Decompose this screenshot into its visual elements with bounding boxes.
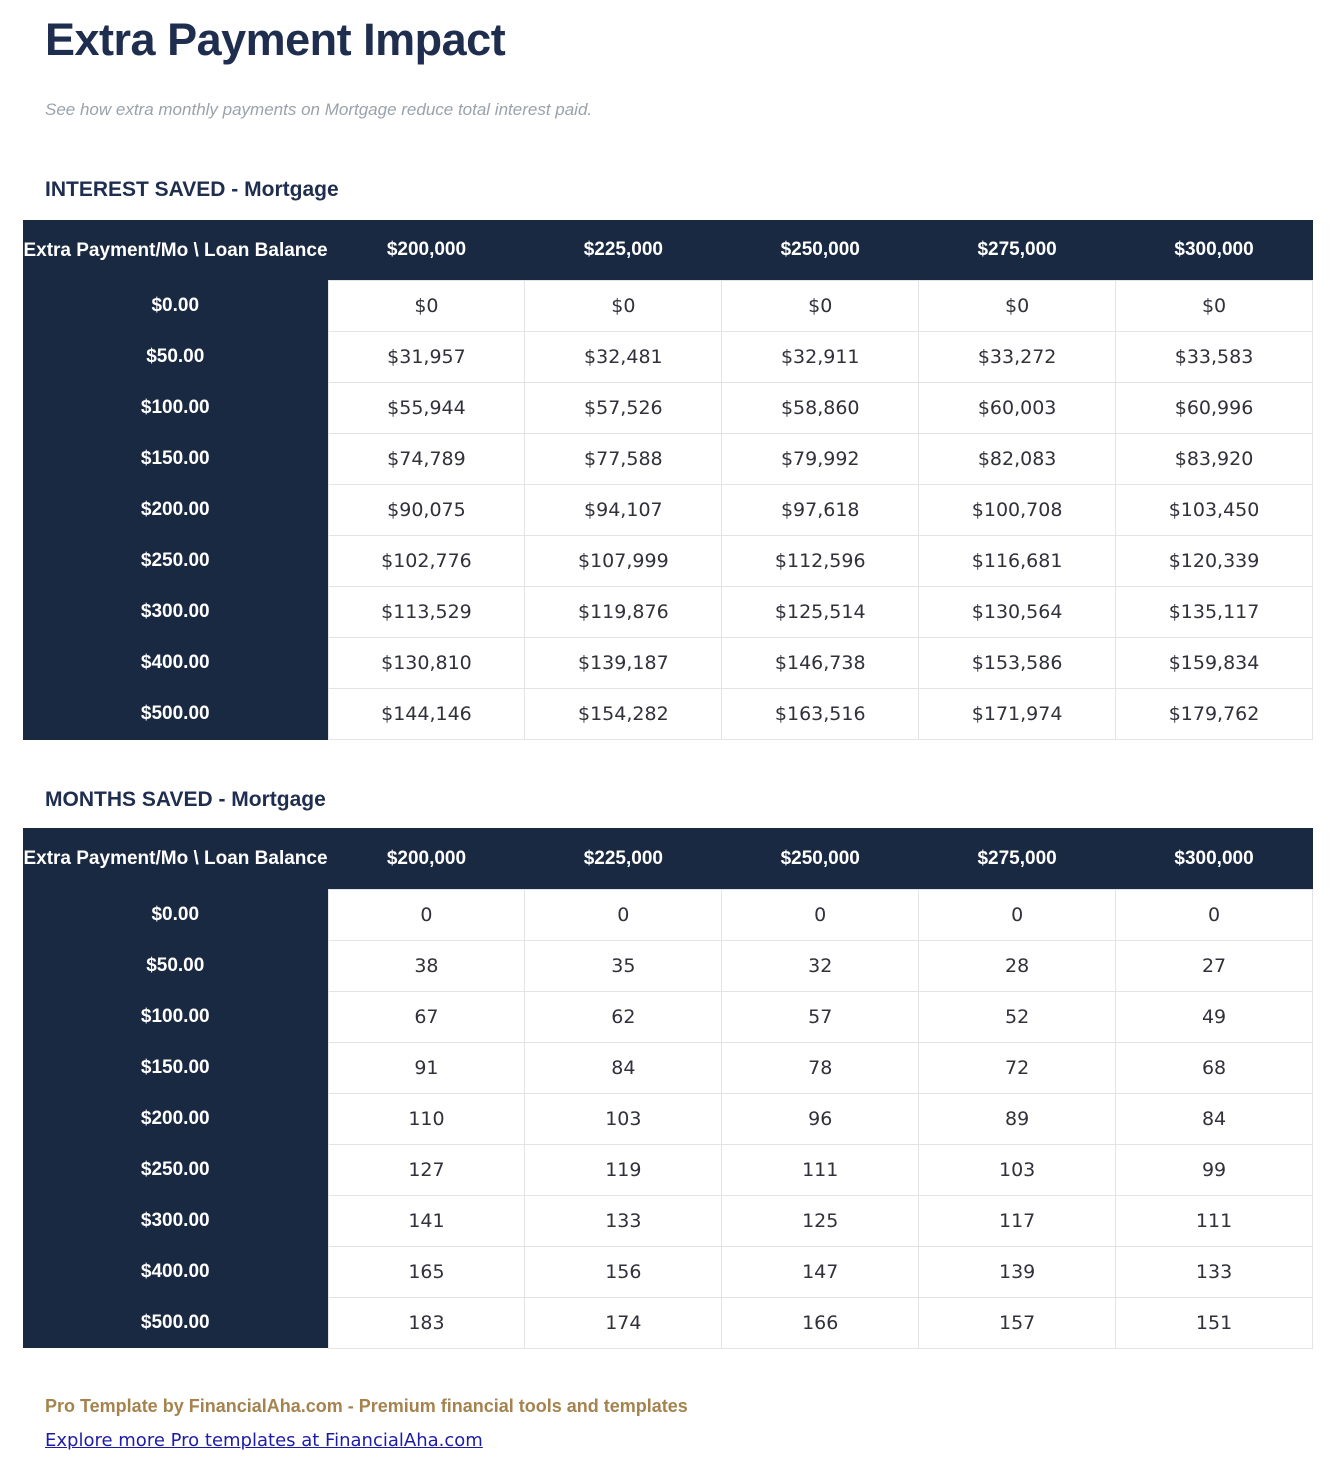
data-cell: 157	[919, 1297, 1116, 1348]
data-cell: 72	[919, 1042, 1116, 1093]
data-cell: $94,107	[525, 485, 722, 536]
data-cell: 147	[722, 1246, 919, 1297]
column-header-cell: $250,000	[722, 828, 919, 889]
data-cell: $33,272	[919, 332, 1116, 383]
data-cell: $119,876	[525, 587, 722, 638]
data-cell: 156	[525, 1246, 722, 1297]
table-row	[23, 1246, 1313, 1297]
data-cell: $102,776	[328, 536, 525, 587]
data-cell: 32	[722, 940, 919, 991]
row-header-cell: $150.00	[23, 1042, 328, 1093]
row-header-cell: $500.00	[23, 689, 328, 740]
data-cell: 174	[525, 1297, 722, 1348]
data-cell: $0	[919, 281, 1116, 332]
data-cell: $146,738	[722, 638, 919, 689]
row-header-cell: $100.00	[23, 383, 328, 434]
header-row	[23, 828, 1313, 889]
table-row	[23, 485, 1313, 536]
data-cell: 117	[919, 1195, 1116, 1246]
data-cell: 111	[722, 1144, 919, 1195]
table-row	[23, 1195, 1313, 1246]
data-cell: $33,583	[1116, 332, 1313, 383]
data-cell: 0	[722, 889, 919, 940]
data-cell: 103	[525, 1093, 722, 1144]
data-cell: $159,834	[1116, 638, 1313, 689]
template-credit: Pro Template by FinancialAha.com - Premium financial tools and templates	[45, 1395, 688, 1416]
table-row	[23, 940, 1313, 991]
row-header-cell: $0.00	[23, 281, 328, 332]
data-cell: $144,146	[328, 689, 525, 740]
data-cell: 96	[722, 1093, 919, 1144]
row-header-cell: $300.00	[23, 587, 328, 638]
row-header-cell: $50.00	[23, 332, 328, 383]
data-cell: 141	[328, 1195, 525, 1246]
data-cell: 84	[525, 1042, 722, 1093]
data-cell: $103,450	[1116, 485, 1313, 536]
corner-header-label: Extra Payment/Mo \ Loan Balance	[23, 239, 328, 261]
table-row	[23, 1144, 1313, 1195]
data-cell: $154,282	[525, 689, 722, 740]
data-cell: 52	[919, 991, 1116, 1042]
data-cell: 67	[328, 991, 525, 1042]
table-row	[23, 536, 1313, 587]
corner-header-cell	[23, 828, 328, 889]
data-cell: 49	[1116, 991, 1313, 1042]
data-cell: $77,588	[525, 434, 722, 485]
row-header-cell: $0.00	[23, 889, 328, 940]
data-cell: 38	[328, 940, 525, 991]
data-cell: 84	[1116, 1093, 1313, 1144]
data-cell: 0	[919, 889, 1116, 940]
data-cell: 57	[722, 991, 919, 1042]
row-header-cell: $200.00	[23, 1093, 328, 1144]
table-row	[23, 332, 1313, 383]
table-row	[23, 434, 1313, 485]
data-cell: $113,529	[328, 587, 525, 638]
section-title-interest-saved: INTEREST SAVED - Mortgage	[45, 177, 339, 201]
data-cell: $107,999	[525, 536, 722, 587]
table-row	[23, 281, 1313, 332]
data-cell: 133	[525, 1195, 722, 1246]
table-row	[23, 689, 1313, 740]
data-cell: 0	[1116, 889, 1313, 940]
row-header-cell: $100.00	[23, 991, 328, 1042]
data-cell: $135,117	[1116, 587, 1313, 638]
data-cell: 119	[525, 1144, 722, 1195]
data-cell: 35	[525, 940, 722, 991]
row-header-cell: $500.00	[23, 1297, 328, 1348]
data-cell: 127	[328, 1144, 525, 1195]
table-row	[23, 383, 1313, 434]
page-subtitle: See how extra monthly payments on Mortgage reduce total interest paid.	[45, 99, 593, 119]
table-row	[23, 991, 1313, 1042]
row-header-cell: $200.00	[23, 485, 328, 536]
data-cell: 110	[328, 1093, 525, 1144]
data-cell: $60,996	[1116, 383, 1313, 434]
column-header-cell: $300,000	[1116, 220, 1313, 281]
table-row	[23, 1297, 1313, 1348]
data-cell: $60,003	[919, 383, 1116, 434]
page-title: Extra Payment Impact	[45, 14, 506, 65]
data-cell: $179,762	[1116, 689, 1313, 740]
data-cell: $32,911	[722, 332, 919, 383]
data-cell: $153,586	[919, 638, 1116, 689]
data-cell: 0	[525, 889, 722, 940]
data-cell: 165	[328, 1246, 525, 1297]
data-cell: 89	[919, 1093, 1116, 1144]
data-cell: $171,974	[919, 689, 1116, 740]
explore-line	[45, 1430, 1289, 1451]
data-cell: $130,564	[919, 587, 1116, 638]
data-cell: 111	[1116, 1195, 1313, 1246]
corner-header-cell	[23, 220, 328, 281]
data-cell: $90,075	[328, 485, 525, 536]
table-row	[23, 587, 1313, 638]
data-cell: 62	[525, 991, 722, 1042]
column-header-cell: $275,000	[919, 828, 1116, 889]
data-cell: 0	[328, 889, 525, 940]
table-row	[23, 889, 1313, 940]
column-header-cell: $200,000	[328, 220, 525, 281]
table-row	[23, 1093, 1313, 1144]
data-cell: $139,187	[525, 638, 722, 689]
column-header-cell: $275,000	[919, 220, 1116, 281]
data-cell: $116,681	[919, 536, 1116, 587]
data-cell: $55,944	[328, 383, 525, 434]
header-row	[23, 220, 1313, 281]
data-cell: $79,992	[722, 434, 919, 485]
interest-saved-table	[23, 220, 1313, 741]
data-cell: 68	[1116, 1042, 1313, 1093]
row-header-cell: $400.00	[23, 638, 328, 689]
data-cell: $58,860	[722, 383, 919, 434]
row-header-cell: $150.00	[23, 434, 328, 485]
data-cell: $125,514	[722, 587, 919, 638]
data-cell: $0	[722, 281, 919, 332]
data-cell: 28	[919, 940, 1116, 991]
row-header-cell: $250.00	[23, 536, 328, 587]
data-cell: $120,339	[1116, 536, 1313, 587]
data-cell: $163,516	[722, 689, 919, 740]
data-cell: 125	[722, 1195, 919, 1246]
data-cell: 166	[722, 1297, 919, 1348]
data-cell: 78	[722, 1042, 919, 1093]
row-header-cell: $50.00	[23, 940, 328, 991]
data-cell: 151	[1116, 1297, 1313, 1348]
data-cell: $31,957	[328, 332, 525, 383]
data-cell: $97,618	[722, 485, 919, 536]
row-header-cell: $300.00	[23, 1195, 328, 1246]
section-title-months-saved: MONTHS SAVED - Mortgage	[45, 788, 326, 812]
column-header-cell: $225,000	[525, 220, 722, 281]
data-cell: $0	[328, 281, 525, 332]
column-header-cell: $300,000	[1116, 828, 1313, 889]
data-cell: $100,708	[919, 485, 1116, 536]
row-header-cell: $400.00	[23, 1246, 328, 1297]
data-cell: $82,083	[919, 434, 1116, 485]
data-cell: $0	[525, 281, 722, 332]
table-row	[23, 1042, 1313, 1093]
data-cell: $57,526	[525, 383, 722, 434]
data-cell: $0	[1116, 281, 1313, 332]
months-saved-table	[23, 828, 1313, 1349]
data-cell: $112,596	[722, 536, 919, 587]
data-cell: 27	[1116, 940, 1313, 991]
data-cell: 183	[328, 1297, 525, 1348]
data-cell: 133	[1116, 1246, 1313, 1297]
row-header-cell: $250.00	[23, 1144, 328, 1195]
table-row	[23, 638, 1313, 689]
data-cell: 91	[328, 1042, 525, 1093]
financialaha-link[interactable]: Explore more Pro templates at FinancialAha.com	[45, 1429, 483, 1451]
data-cell: 139	[919, 1246, 1116, 1297]
corner-header-label: Extra Payment/Mo \ Loan Balance	[23, 848, 328, 870]
column-header-cell: $200,000	[328, 828, 525, 889]
column-header-cell: $225,000	[525, 828, 722, 889]
data-cell: 99	[1116, 1144, 1313, 1195]
data-cell: $130,810	[328, 638, 525, 689]
data-cell: 103	[919, 1144, 1116, 1195]
data-cell: $74,789	[328, 434, 525, 485]
data-cell: $83,920	[1116, 434, 1313, 485]
column-header-cell: $250,000	[722, 220, 919, 281]
data-cell: $32,481	[525, 332, 722, 383]
